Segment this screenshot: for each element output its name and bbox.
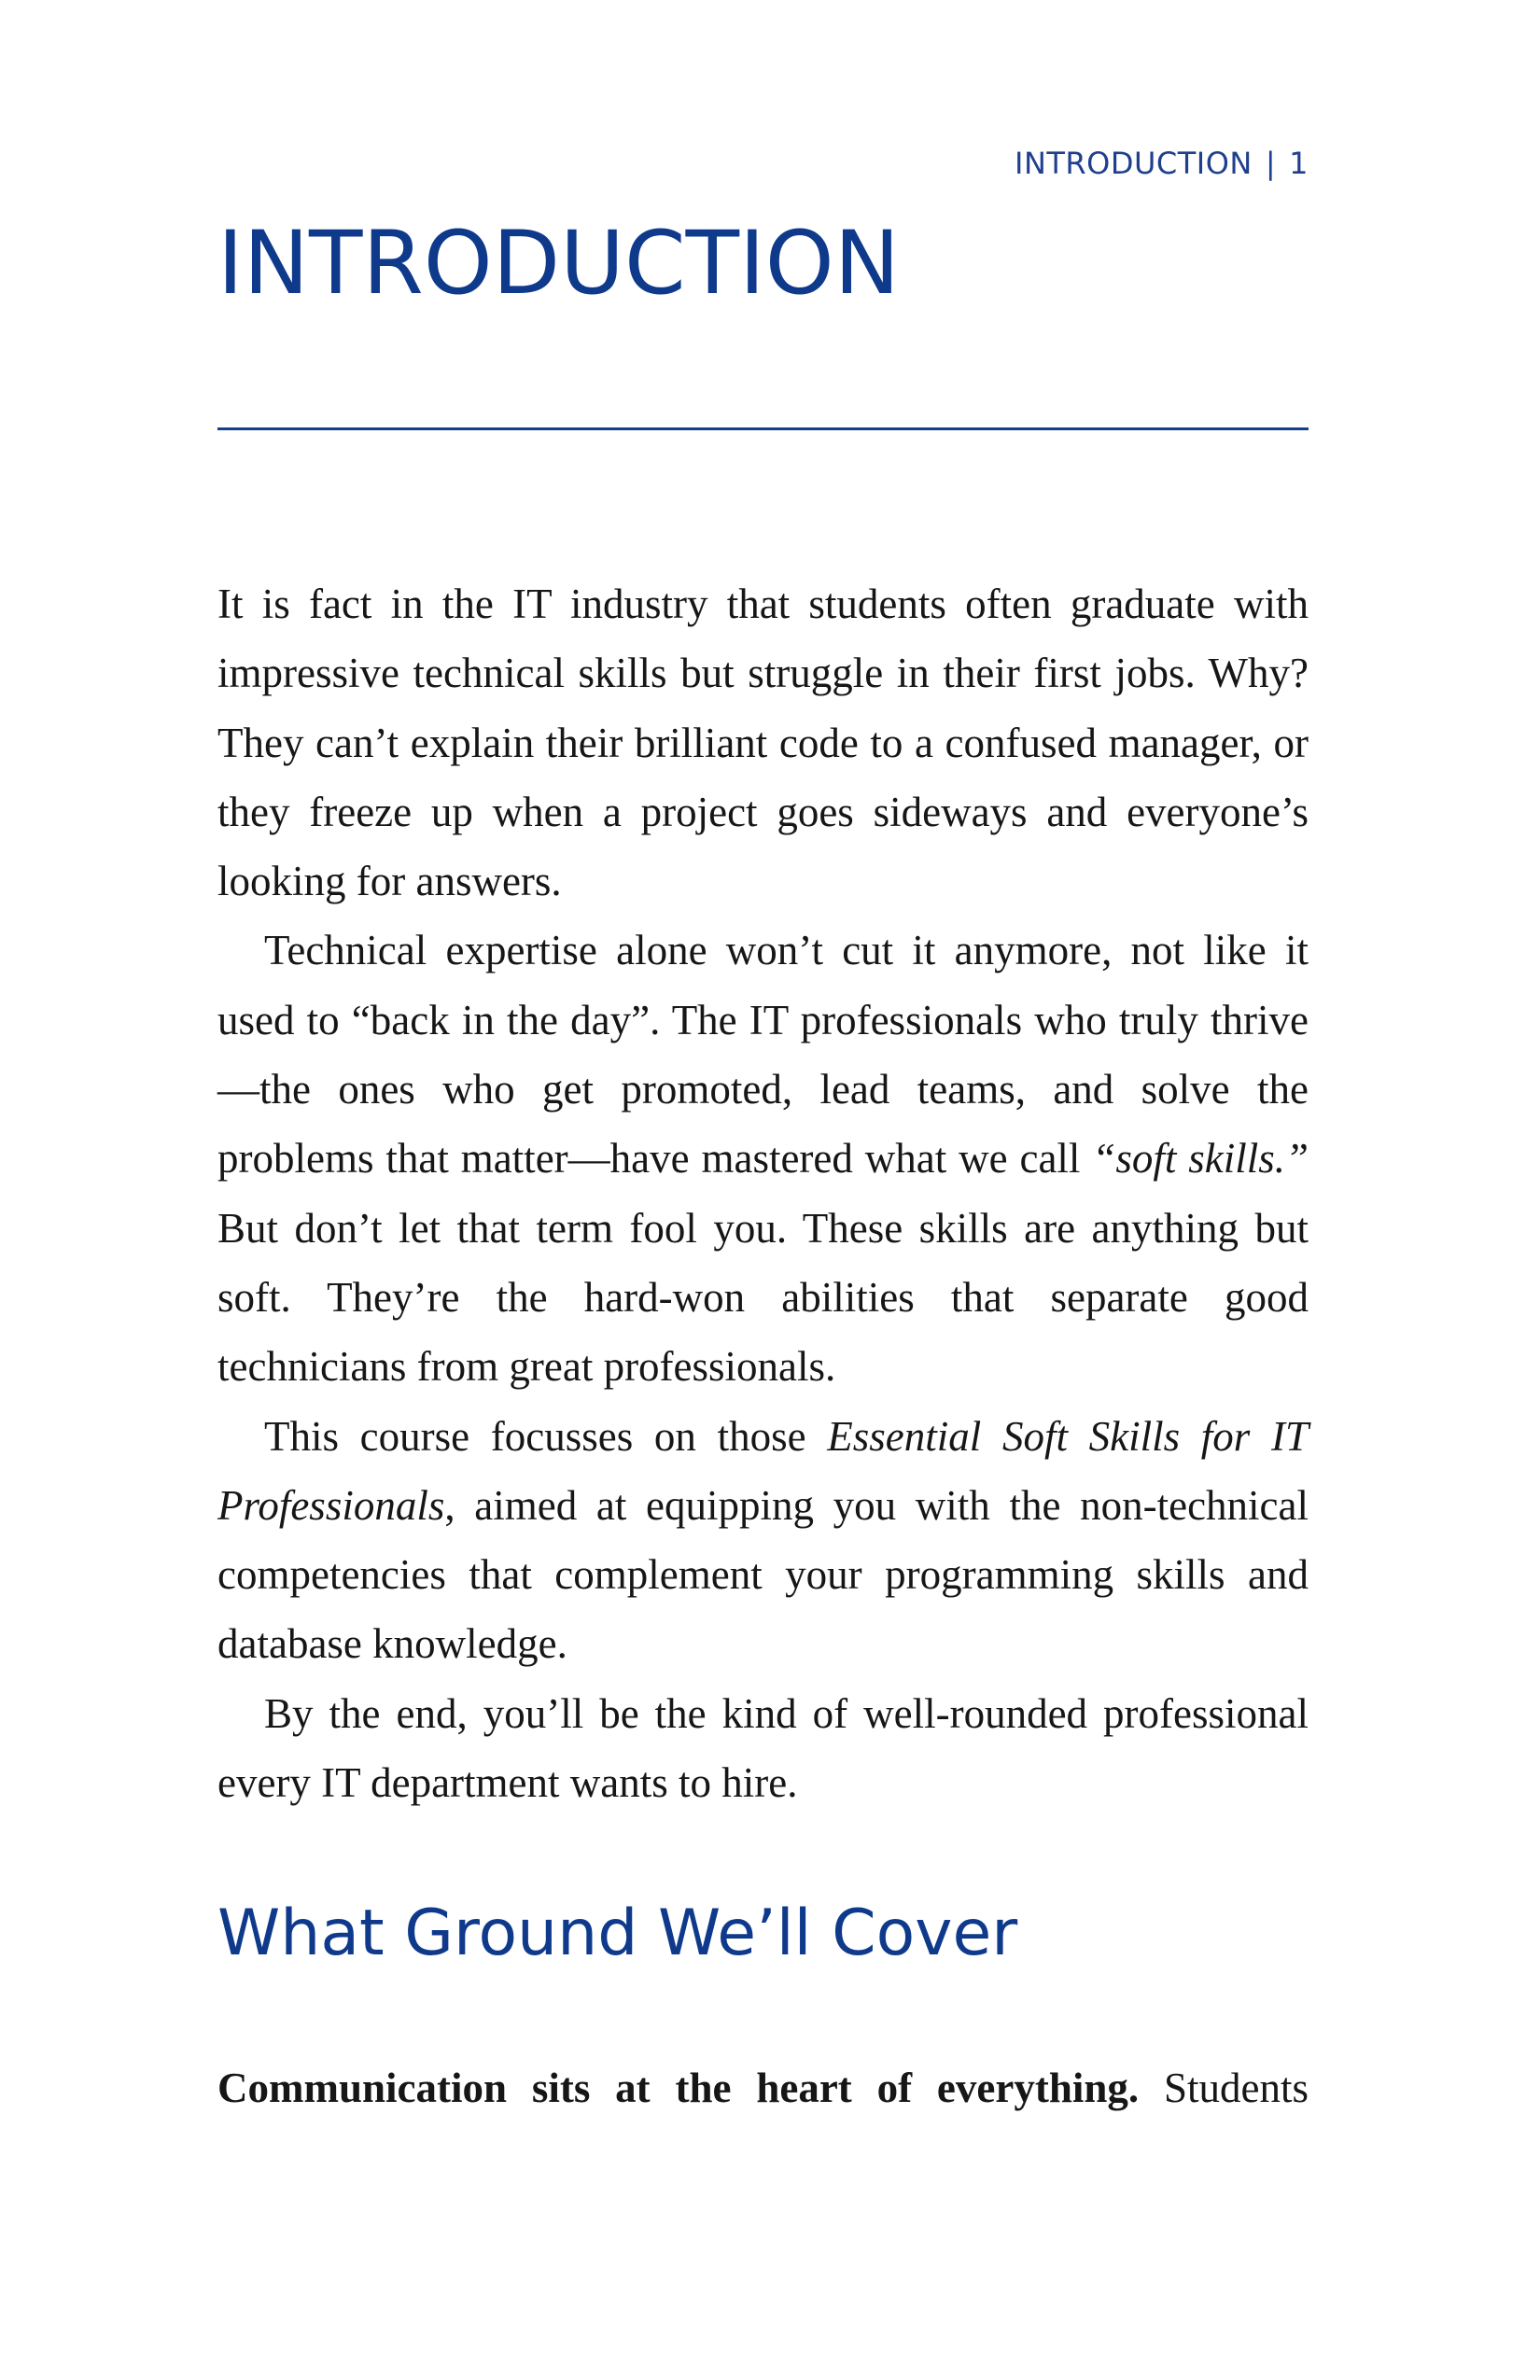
paragraph-3-text-end: , aimed at equipping you with the non-technical competencies that complement your programming skills and database knowledge. [217, 1481, 1309, 1668]
paragraph-3 [217, 1402, 1309, 1679]
paragraph-1: It is fact in the IT industry that students often graduate with impressive technical skills but struggle in their first jobs. Why? They can’t explain their brilliant code to a confused manager, or they freeze up when a project goes sideways and everyone’s looking for answers. [217, 581, 1309, 905]
intro-body [217, 569, 1309, 1817]
section-lead-bold: Communication sits at the heart of everything. [217, 2065, 1140, 2111]
section-lead-paragraph [217, 2053, 1309, 2122]
running-header-section: INTRODUCTION [1015, 146, 1253, 181]
page-number: 1 [1289, 146, 1309, 181]
chapter-title: INTRODUCTION [217, 213, 901, 315]
section-lead-text: Students [1139, 2065, 1309, 2111]
paragraph-3-text: This course focusses on those [264, 1412, 828, 1460]
paragraph-4: By the end, you’ll be the kind of well-rounded professional every IT department wants to hire. [217, 1689, 1309, 1807]
section-heading: What Ground We’ll Cover [217, 1897, 1018, 1970]
course-title: Essential Soft Skills for IT Professionals [217, 1412, 1309, 1529]
running-header [1015, 146, 1309, 181]
paragraph-2-text-end: But don’t let that term fool you. These skills are anything but soft. They’re the hard-won abilities that separate good technicians from great professionals. [217, 1204, 1309, 1391]
paragraph-2-text: Technical expertise alone won’t cut it anymore, not like it used to “back in the day”. The IT professionals who truly thrive—the ones who get promoted, lead teams, and solve the problems that matter—have mastered what we call [217, 927, 1309, 1183]
title-divider [217, 427, 1309, 430]
paragraph-2-emphasis: “soft skills.” [1092, 1135, 1309, 1183]
paragraph-2 [217, 916, 1309, 1401]
running-header-separator: | [1265, 146, 1277, 181]
